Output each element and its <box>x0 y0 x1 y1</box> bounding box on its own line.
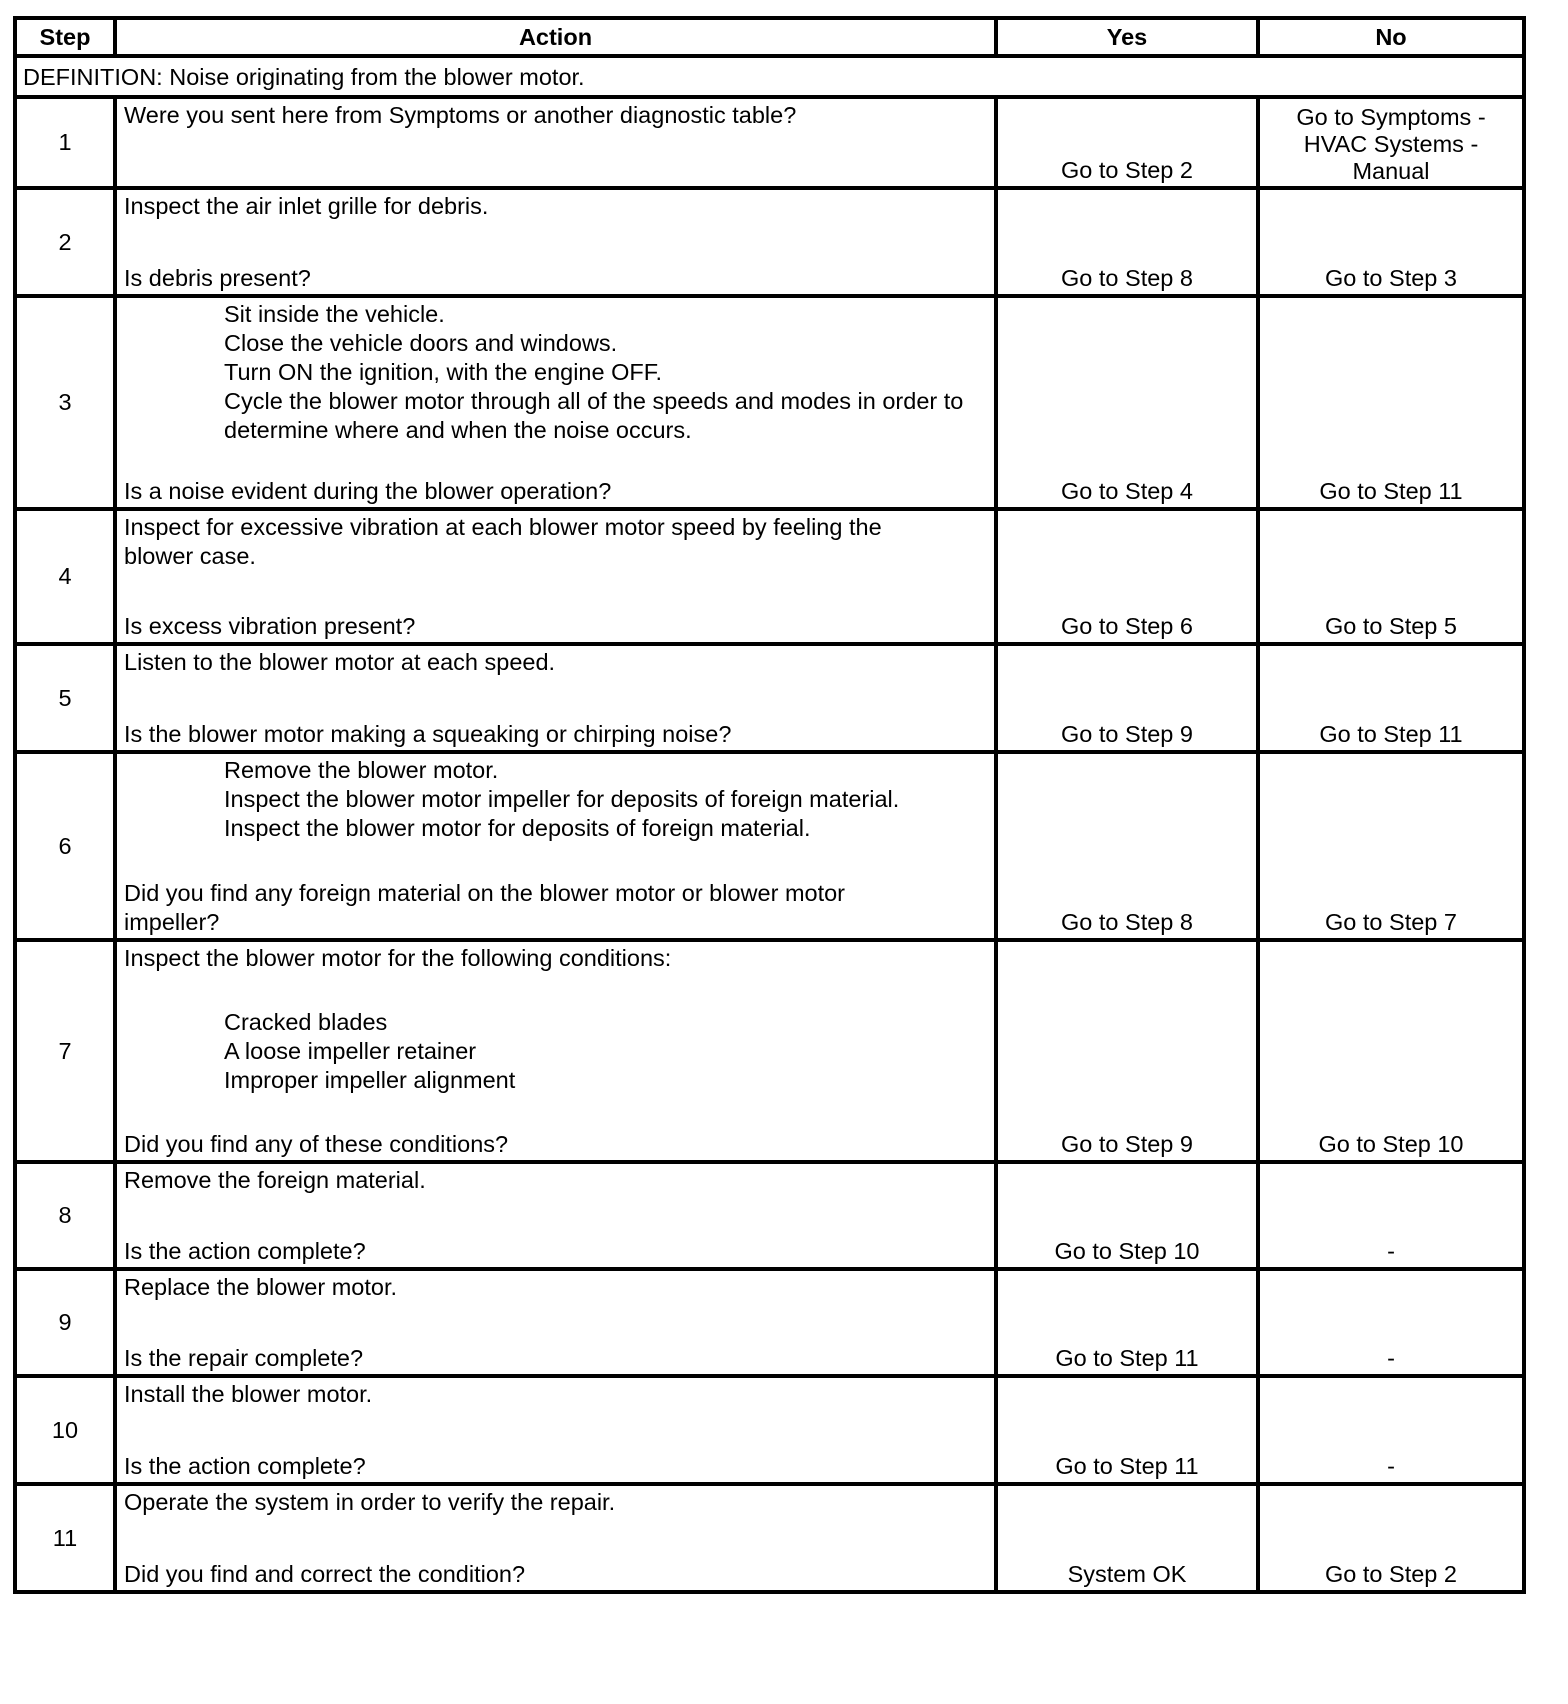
action-text: Were you sent here from Symptoms or another diagnostic table? <box>124 102 797 128</box>
header-step: Step <box>15 18 115 56</box>
no-result: Go to Step 11 <box>1258 644 1524 752</box>
step-number: 1 <box>15 97 115 188</box>
action-step-item: Inspect the blower motor for deposits of foreign material. <box>224 815 811 841</box>
table-row <box>15 97 1524 188</box>
yes-result: System OK <box>996 1484 1258 1592</box>
action-text: Remove the foreign material. <box>124 1167 426 1193</box>
action-cell <box>115 940 996 1162</box>
action-step-item: Cycle the blower motor through all of the speeds and modes in order to determine where and when the noise occurs. <box>224 388 964 443</box>
action-question: Is a noise evident during the blower operation? <box>124 478 612 504</box>
action-cell <box>115 644 996 752</box>
action-steps-list <box>124 300 986 445</box>
table-row <box>15 296 1524 509</box>
action-question: Is the repair complete? <box>124 1345 364 1371</box>
action-text: Operate the system in order to verify the repair. <box>124 1489 616 1515</box>
action-text: Inspect the air inlet grille for debris. <box>124 193 489 219</box>
action-cell <box>115 509 996 644</box>
no-result: Go to Step 7 <box>1258 752 1524 940</box>
step-number: 3 <box>15 296 115 509</box>
action-question: Is the blower motor making a squeaking or chirping noise? <box>124 721 732 747</box>
yes-result: Go to Step 2 <box>996 97 1258 188</box>
action-steps-list <box>124 756 986 843</box>
diagnostic-table <box>13 16 1526 1594</box>
no-result: Go to Step 2 <box>1258 1484 1524 1592</box>
definition-row <box>15 56 1524 97</box>
action-cell <box>115 752 996 940</box>
action-step-item: Inspect the blower motor impeller for deposits of foreign material. <box>224 786 900 812</box>
table-row <box>15 509 1524 644</box>
action-cell <box>115 1162 996 1269</box>
table-row <box>15 1269 1524 1376</box>
no-result: Go to Step 5 <box>1258 509 1524 644</box>
step-number: 9 <box>15 1269 115 1376</box>
no-result: Go to Step 3 <box>1258 188 1524 296</box>
no-result: Go to Step 11 <box>1258 296 1524 509</box>
step-number: 4 <box>15 509 115 644</box>
yes-result: Go to Step 6 <box>996 509 1258 644</box>
action-cell <box>115 97 996 188</box>
table-row <box>15 188 1524 296</box>
action-cell <box>115 1269 996 1376</box>
action-question: Is the action complete? <box>124 1238 366 1264</box>
no-result: Go to Step 10 <box>1258 940 1524 1162</box>
action-question: Is the action complete? <box>124 1453 366 1479</box>
yes-result: Go to Step 8 <box>996 188 1258 296</box>
table-row <box>15 1376 1524 1484</box>
header-row <box>15 18 1524 56</box>
action-text: Install the blower motor. <box>124 1381 373 1407</box>
table-row <box>15 1484 1524 1592</box>
action-text: Listen to the blower motor at each speed. <box>124 649 556 675</box>
step-number: 8 <box>15 1162 115 1269</box>
no-result: - <box>1258 1269 1524 1376</box>
action-question: Did you find any of these conditions? <box>124 1131 509 1157</box>
table-row <box>15 644 1524 752</box>
step-number: 5 <box>15 644 115 752</box>
action-cell <box>115 188 996 296</box>
action-step-item: Remove the blower motor. <box>224 757 499 783</box>
definition-text: DEFINITION: Noise originating from the blower motor. <box>15 56 1524 97</box>
action-step-item: Sit inside the vehicle. <box>224 301 445 327</box>
table-row <box>15 1162 1524 1269</box>
action-cell <box>115 1376 996 1484</box>
action-question: Is excess vibration present? <box>124 613 416 639</box>
yes-result: Go to Step 11 <box>996 1269 1258 1376</box>
action-question: Did you find and correct the condition? <box>124 1561 526 1587</box>
table-row <box>15 752 1524 940</box>
action-text: Replace the blower motor. <box>124 1274 398 1300</box>
action-cell <box>115 296 996 509</box>
condition-item: A loose impeller retainer <box>224 1038 477 1064</box>
action-cell <box>115 1484 996 1592</box>
header-no: No <box>1258 18 1524 56</box>
step-number: 10 <box>15 1376 115 1484</box>
action-step-item: Close the vehicle doors and windows. <box>224 330 618 356</box>
yes-result: Go to Step 4 <box>996 296 1258 509</box>
yes-result: Go to Step 10 <box>996 1162 1258 1269</box>
step-number: 7 <box>15 940 115 1162</box>
action-step-item: Turn ON the ignition, with the engine OFF. <box>224 359 663 385</box>
table-row <box>15 940 1524 1162</box>
step-number: 6 <box>15 752 115 940</box>
action-question: Did you find any foreign material on the blower motor or blower motor impeller? <box>124 880 846 935</box>
action-text: Inspect the blower motor for the following conditions: <box>124 945 672 971</box>
yes-result: Go to Step 8 <box>996 752 1258 940</box>
action-text: Inspect for excessive vibration at each blower motor speed by feeling the blower case. <box>124 514 882 569</box>
step-number: 2 <box>15 188 115 296</box>
step-number: 11 <box>15 1484 115 1592</box>
header-yes: Yes <box>996 18 1258 56</box>
yes-result: Go to Step 9 <box>996 940 1258 1162</box>
condition-item: Improper impeller alignment <box>224 1067 516 1093</box>
condition-item: Cracked blades <box>224 1009 388 1035</box>
no-result: - <box>1258 1376 1524 1484</box>
no-result: - <box>1258 1162 1524 1269</box>
yes-result: Go to Step 9 <box>996 644 1258 752</box>
condition-list <box>124 1008 986 1095</box>
no-result: Go to Symptoms - HVAC Systems - Manual <box>1258 97 1524 188</box>
header-action: Action <box>115 18 996 56</box>
yes-result: Go to Step 11 <box>996 1376 1258 1484</box>
action-question: Is debris present? <box>124 265 311 291</box>
